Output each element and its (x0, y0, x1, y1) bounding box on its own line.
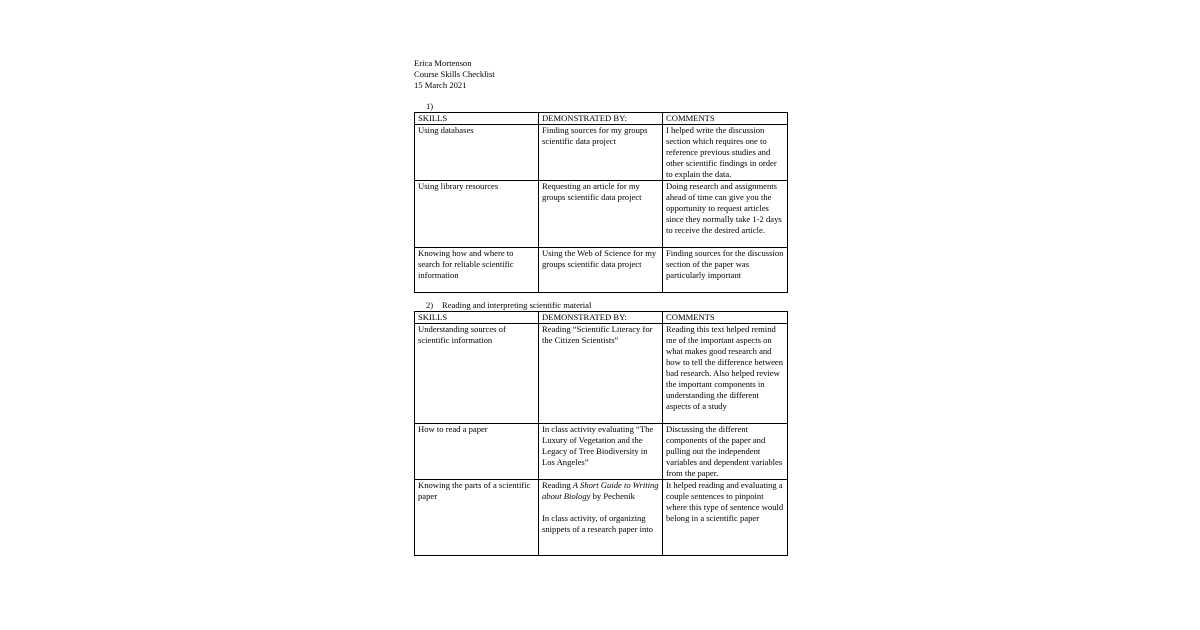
skill-cell: Understanding sources of scientific information (415, 324, 539, 424)
table-header-row (415, 113, 788, 125)
book-title: A Short Guide to Writing about Biology (542, 480, 659, 501)
column-header-comments: COMMENTS (663, 113, 788, 125)
column-header-skills: SKILLS (415, 113, 539, 125)
demonstrated-cell: Reading “Scientific Literacy for the Citizen Scientists” (539, 324, 663, 424)
document-title: Course Skills Checklist (414, 69, 495, 79)
table-row (415, 424, 788, 480)
skill-cell: Using library resources (415, 181, 539, 248)
table-row (415, 125, 788, 181)
document-date: 15 March 2021 (414, 80, 467, 90)
column-header-demonstrated: DEMONSTRATED BY: (539, 312, 663, 324)
table-header-row (415, 312, 788, 324)
comments-cell: I helped write the discussion section which requires one to reference previous studies and other scientific findings in order to explain the data. (663, 125, 788, 181)
demonstrated-cell: Using the Web of Science for my groups scientific data project (539, 248, 663, 293)
column-header-demonstrated: DEMONSTRATED BY: (539, 113, 663, 125)
skill-cell: Knowing the parts of a scientific paper (415, 480, 539, 556)
author-name: Erica Mortenson (414, 58, 472, 68)
section-2-heading: Reading and interpreting scientific material (442, 300, 592, 310)
column-header-skills: SKILLS (415, 312, 539, 324)
demonstrated-cell (539, 480, 663, 556)
comments-cell: It helped reading and evaluating a couple sentences to pinpoint where this type of sentence would belong in a scientific paper (663, 480, 788, 556)
comments-cell: Reading this text helped remind me of the important aspects on what makes good research and how to tell the difference between bad research. Also helped review the important components in understanding the different aspects of a study (663, 324, 788, 424)
demonstrated-prefix: Reading (542, 480, 573, 490)
table-row (415, 248, 788, 293)
demonstrated-cell: In class activity evaluating “The Luxury of Vegetation and the Legacy of Tree Biodiversity in Los Angeles” (539, 424, 663, 480)
skill-cell: Using databases (415, 125, 539, 181)
skill-cell: How to read a paper (415, 424, 539, 480)
section-2-number: 2) (426, 300, 434, 310)
skill-cell: Knowing how and where to search for reliable scientific information (415, 248, 539, 293)
skills-table-2 (414, 311, 788, 556)
document-header (414, 58, 495, 91)
section-2-label (426, 300, 591, 311)
table-row (415, 480, 788, 556)
section-1-label (426, 101, 442, 112)
skills-table-1 (414, 112, 788, 293)
comments-cell: Finding sources for the discussion section of the paper was particularly important (663, 248, 788, 293)
demonstrated-cell: Finding sources for my groups scientific data project (539, 125, 663, 181)
column-header-comments: COMMENTS (663, 312, 788, 324)
demonstrated-cell: Requesting an article for my groups scientific data project (539, 181, 663, 248)
section-1-number: 1) (426, 101, 434, 111)
table-row (415, 324, 788, 424)
table-row (415, 181, 788, 248)
demonstrated-extra: In class activity, of organizing snippets of a research paper into (542, 513, 653, 534)
demonstrated-suffix: by Pechenik (590, 491, 635, 501)
comments-cell: Doing research and assignments ahead of time can give you the opportunity to request articles since they normally take 1-2 days to receive the desired article. (663, 181, 788, 248)
comments-cell: Discussing the different components of the paper and pulling out the independent variables and dependent variables from the paper. (663, 424, 788, 480)
